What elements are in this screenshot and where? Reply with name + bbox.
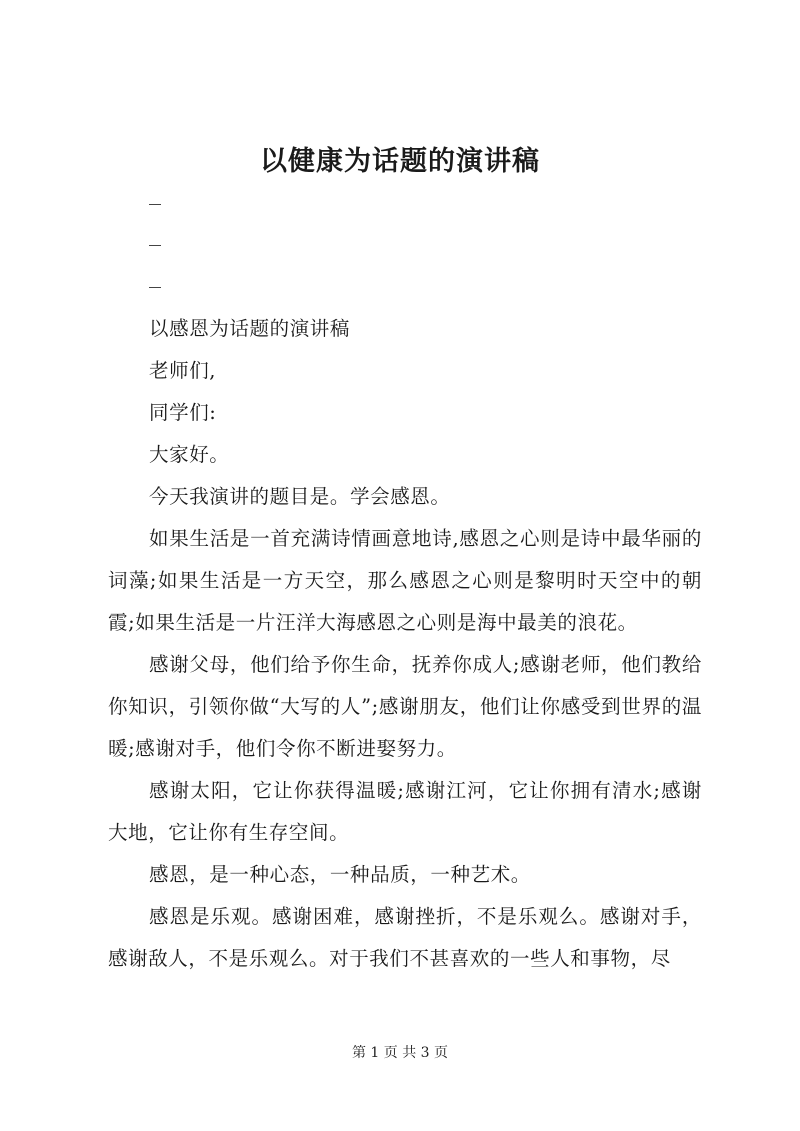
blank-line-marker — [149, 204, 161, 205]
body-paragraph: 感谢太阳，它让你获得温暖;感谢江河，它让你拥有清水;感谢大地，它让你有生存空间。 — [108, 779, 702, 844]
speech-subtitle: 以感恩为话题的演讲稿 — [149, 317, 351, 340]
body-paragraph: 感谢父母，他们给予你生命，抚养你成人;感谢老师，他们教给你知识，引领你做“大写的人”;感谢朋友，他们让你感受到世界的温暖;感谢对手，他们令你不断进娶努力。 — [108, 653, 702, 760]
greeting-teachers: 老师们, — [149, 359, 217, 382]
body-paragraph: 感恩是乐观。感谢困难，感谢挫折，不是乐观么。感谢对手，感谢敌人，不是乐观么。对于我们不甚喜欢的一些人和事物，尽 — [108, 905, 702, 970]
blank-line-marker — [149, 245, 161, 246]
body-paragraph: 如果生活是一首充满诗情画意地诗,感恩之心则是诗中最华丽的词藻;如果生活是一方天空，那么感恩之心则是黎明时天空中的朝霞;如果生活是一片汪洋大海感恩之心则是海中最美的浪花。 — [108, 527, 702, 634]
blank-line-marker — [149, 287, 161, 288]
topic-paragraph: 今天我演讲的题目是。学会感恩。 — [149, 485, 451, 508]
document-body — [108, 308, 702, 980]
document-title: 以健康为话题的演讲稿 — [260, 146, 540, 177]
page-footer: 第 1 页 共 3 页 — [351, 1045, 449, 1061]
body-paragraph: 感恩，是一种心态，一种品质，一种艺术。 — [149, 863, 531, 886]
greeting-everyone: 大家好。 — [149, 443, 230, 466]
greeting-students: 同学们: — [149, 401, 217, 424]
